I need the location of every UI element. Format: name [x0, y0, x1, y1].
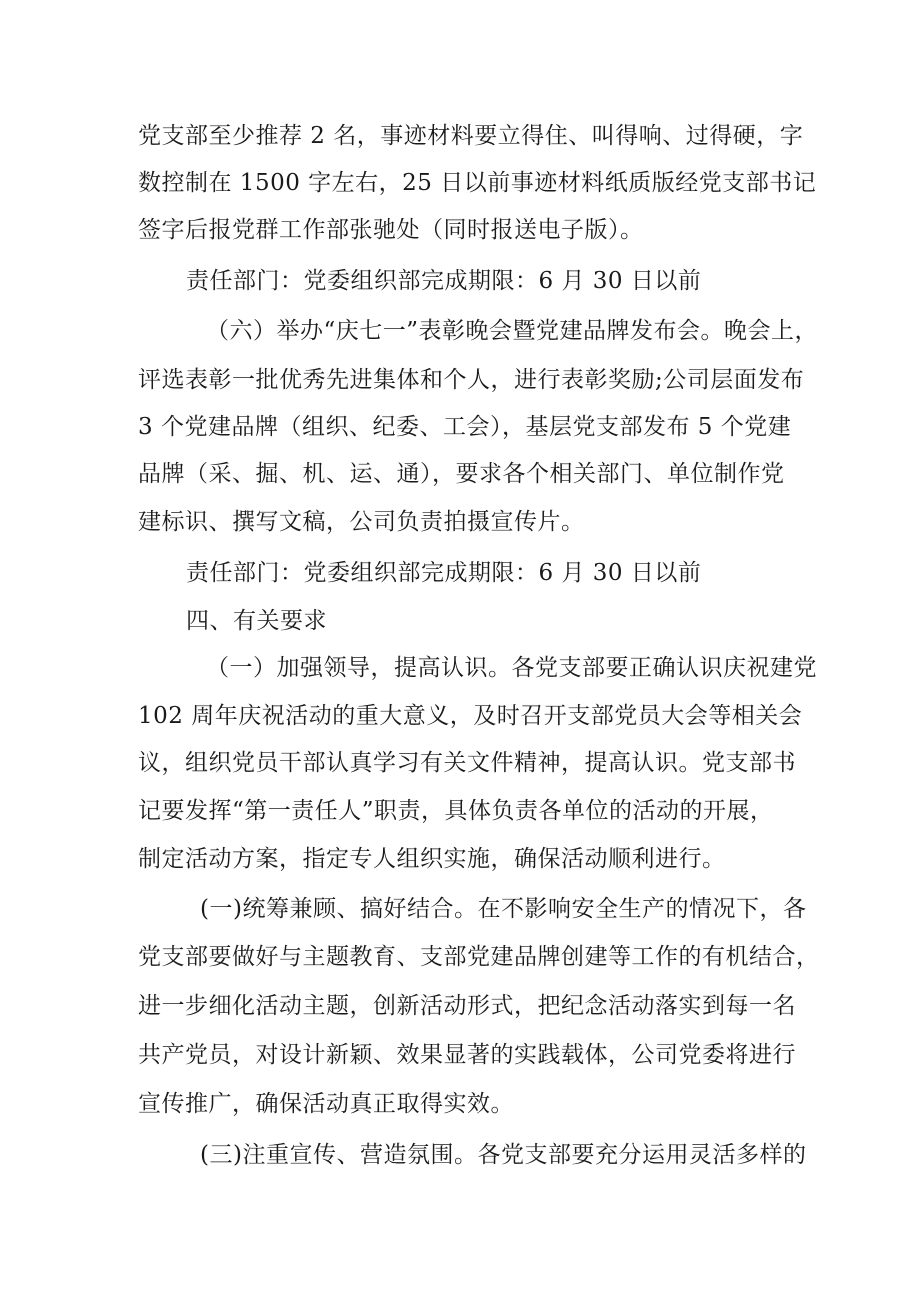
- body-line-18: 党支部要做好与主题教育、支部党建品牌创建等工作的有机结合，: [138, 944, 820, 970]
- section-four-heading: 四、有关要求: [186, 608, 327, 634]
- body-line-2: 数控制在 1500 字左右，25 日以前事迹材料纸质版经党支部书记: [138, 170, 817, 196]
- requirement-one-heading: （一）加强领导，提高认识。各党支部要正确认识庆祝建党: [206, 655, 817, 681]
- body-line-15: 记要发挥“第一责任人”职责，具体负责各单位的活动的开展，: [138, 798, 774, 824]
- body-line-6: 评选表彰一批优秀先进集体和个人，进行表彰奖励;公司层面发布: [138, 367, 805, 393]
- responsibility-line-2: 责任部门：党委组织部完成期限：6 月 30 日以前: [186, 560, 702, 586]
- body-line-19: 进一步细化活动主题，创新活动形式，把纪念活动落实到每一名: [138, 993, 796, 1019]
- body-line-7: 3 个党建品牌（组织、纪委、工会），基层党支部发布 5 个党建: [138, 414, 792, 440]
- body-line-13: 102 周年庆祝活动的重大意义，及时召开支部党员大会等相关会: [138, 703, 803, 729]
- requirement-two-heading: (一)统筹兼顾、搞好结合。在不影响安全生产的情况下，各: [200, 896, 807, 922]
- body-line-14: 议，组织党员干部认真学习有关文件精神，提高认识。党支部书: [138, 750, 796, 776]
- section-six-heading: （六）举办“庆七一”表彰晚会暨党建品牌发布会。晚会上，: [206, 318, 819, 344]
- body-line-16: 制定活动方案，指定专人组织实施，确保活动顺利进行。: [138, 846, 726, 872]
- body-line-3: 签字后报党群工作部张驰处（同时报送电子版）。: [138, 217, 644, 243]
- body-line-20: 共产党员，对设计新颖、效果显著的实践载体，公司党委将进行: [138, 1042, 796, 1068]
- body-line-9: 建标识、撰写文稿，公司负责拍摄宣传片。: [138, 509, 585, 535]
- body-line-1: 党支部至少推荐 2 名，事迹材料要立得住、叫得响、过得硬，字: [138, 123, 804, 149]
- requirement-three-heading: (三)注重宣传、营造氛围。各党支部要充分运用灵活多样的: [200, 1142, 807, 1168]
- body-line-8: 品牌（采、掘、机、运、通），要求各个相关部门、单位制作党: [138, 461, 785, 487]
- responsibility-line-1: 责任部门：党委组织部完成期限：6 月 30 日以前: [186, 268, 702, 294]
- body-line-21: 宣传推广，确保活动真正取得实效。: [138, 1091, 514, 1117]
